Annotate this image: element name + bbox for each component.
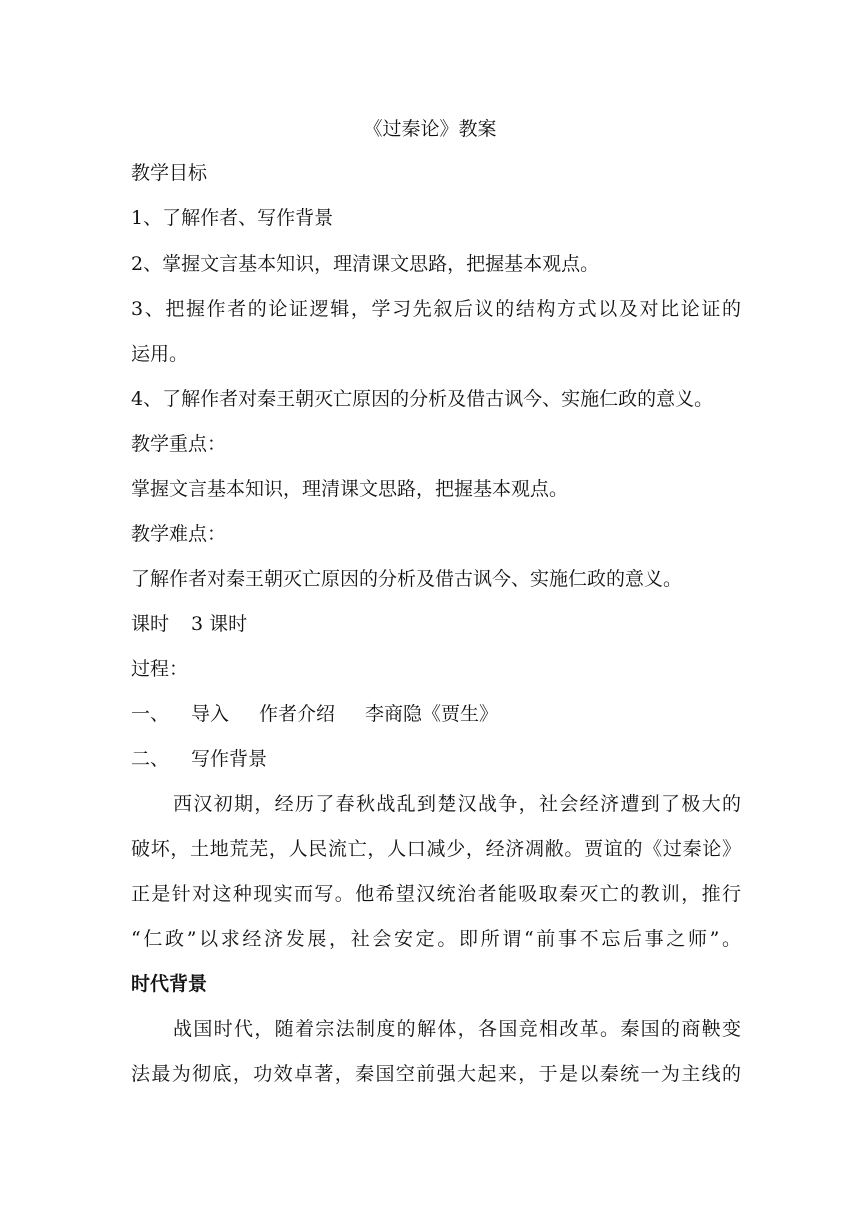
key-points-text: 掌握文言基本知识，理清课文思路，把握基本观点。 [131,478,569,500]
objective-3-line-1: 3、把握作者的论证逻辑，学习先叙后议的结构方式以及对比论证的 [131,298,741,320]
document-title: 《过秦论》教案 [363,118,497,140]
step-1-author: 作者介绍 [259,703,336,725]
objective-1: 1、了解作者、写作背景 [131,207,334,229]
objective-4: 4、了解作者对秦王朝灭亡原因的分析及借古讽今、实施仁政的意义。 [131,388,714,410]
class-hours-row [131,611,741,637]
step-1-intro: 导入 [191,703,230,725]
background-para-line-4: “仁政”以求经济发展，社会安定。即所谓“前事不忘后事之师”。 [131,928,741,950]
class-hours-label: 课时 [131,613,170,635]
background-para-line-3: 正是针对这种现实而写。他希望汉统治者能吸取秦灭亡的教训，推行 [131,883,741,905]
step-2-number: 二、 [131,748,170,770]
step-1-number: 一、 [131,703,170,725]
background-para-line-2: 破坏，土地荒芜，人民流亡，人口减少，经济凋敝。贾谊的《过秦论》 [131,838,741,860]
step-2-title: 写作背景 [191,748,268,770]
step-2-row [131,746,741,772]
objective-2: 2、掌握文言基本知识，理清课文思路，把握基本观点。 [131,253,600,275]
era-para-line-1: 战国时代，随着宗法制度的解体，各国竞相改革。秦国的商鞅变 [173,1018,741,1040]
background-para-line-1: 西汉初期，经历了春秋战乱到楚汉战争，社会经济遭到了极大的 [173,793,741,815]
difficulties-text: 了解作者对秦王朝灭亡原因的分析及借古讽今、实施仁政的意义。 [131,568,683,590]
key-points-heading: 教学重点： [131,433,227,455]
step-1-work: 李商隐《贾生》 [365,703,499,725]
objective-3-line-2: 运用。 [131,343,189,365]
difficulties-heading: 教学难点： [131,523,227,545]
class-hours-value: 3 课时 [191,613,248,635]
process-heading: 过程： [131,658,189,680]
objectives-heading: 教学目标 [131,162,208,184]
era-heading: 时代背景 [131,973,208,995]
step-1-row [131,701,741,727]
era-para-line-2: 法最为彻底，功效卓著，秦国空前强大起来，于是以秦统一为主线的 [131,1063,741,1085]
